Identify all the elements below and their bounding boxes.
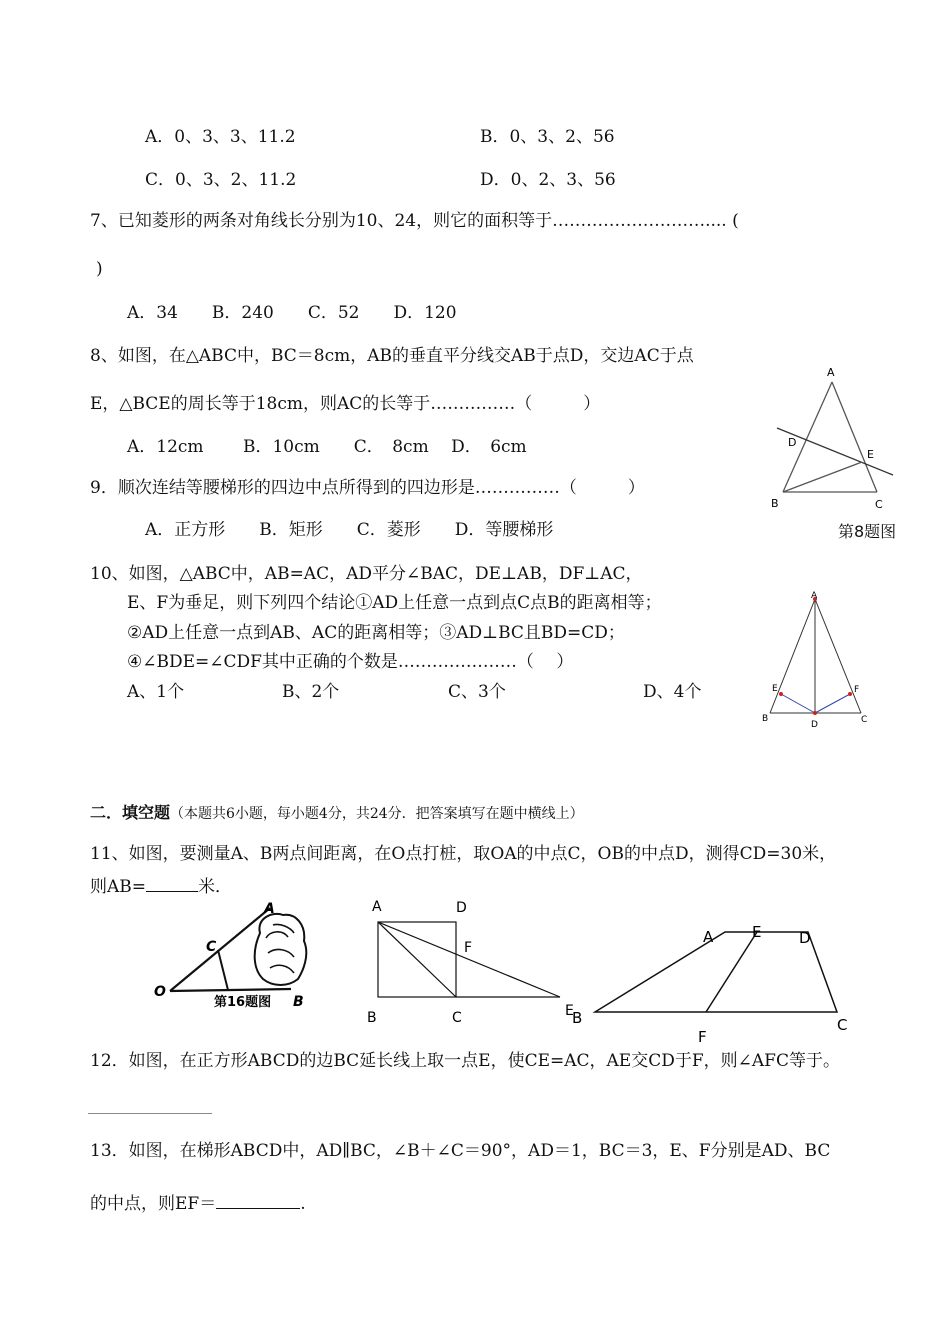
q12-diagonal-ac [378, 922, 456, 997]
q8-label-e: E [867, 448, 874, 461]
q12-stem: 12．如图，在正方形ABCD的边BC延长线上取一点E，使CE=AC，AE交CD于F，则∠AFC等于。 [90, 1051, 840, 1071]
q12-segment-ae [378, 922, 560, 997]
q8-figure-caption: 第8题图 [838, 522, 897, 541]
q11-segment-cd [218, 950, 228, 990]
q10-option-c: C、3个 [448, 682, 506, 702]
q7-stem: 7、已知菱形的两条对角线长分别为10、24，则它的面积等于……………………….... ( [90, 211, 739, 231]
q11-label-b: B [293, 994, 304, 1010]
q10-point-d [813, 711, 817, 715]
q10-line3: ②AD上任意一点到AB、AC的距离相等；③AD⊥BC且BD=CD； [127, 623, 625, 643]
q7-stem-end: ) [96, 259, 103, 279]
q9-options: A．正方形 B．矩形 C．菱形 D．等腰梯形 [145, 520, 554, 540]
section2-header [90, 805, 584, 822]
q11-figure [148, 893, 318, 1013]
q8-options: A．12cm B．10cm C． 8cm D． 6cm [127, 437, 527, 457]
q12-label-a: A [372, 899, 382, 915]
q12-label-f: F [464, 940, 473, 956]
q10-label-d: D [811, 720, 818, 730]
q12-answer-line[interactable] [88, 1113, 212, 1114]
q12-figure [365, 895, 590, 1025]
q11-label-o: O [154, 984, 166, 1000]
q10-point-e [779, 692, 783, 696]
q11-answer-blank[interactable] [146, 875, 198, 892]
q6-option-c: C．0、3、2、11.2 [145, 170, 297, 190]
q11-figure-caption: 第16题图 [214, 995, 272, 1010]
q13-line2 [90, 1192, 306, 1213]
q11-answer-suffix: 米． [198, 877, 233, 897]
q12-label-b: B [367, 1010, 377, 1025]
q13-label-a: A [703, 928, 714, 946]
q8-label-b: B [771, 497, 779, 510]
q11-line1: 11、如图，要测量A、B两点间距离，在O点打桩，取OA的中点C，OB的中点D，测得CD=30米， [90, 844, 837, 864]
q10-label-a: A [811, 591, 818, 601]
q10-option-a: A、1个 [127, 682, 185, 702]
q8-figure [765, 362, 905, 514]
q10-option-d: D、4个 [643, 682, 702, 702]
q8-label-d: D [788, 436, 797, 449]
q12-label-c: C [452, 1010, 462, 1025]
q6-option-a: A．0、3、3、11.2 [145, 127, 296, 147]
q10-label-e: E [772, 684, 778, 694]
q10-side-ab [770, 599, 815, 713]
q8-stem-line2: E，△BCE的周长等于18cm，则AC的长等于……………（ ） [90, 394, 601, 414]
section2-title: 二．填空题 [90, 803, 171, 822]
q8-label-a: A [827, 366, 835, 379]
q10-side-ac [815, 599, 861, 713]
q11-label-c: C [206, 939, 217, 955]
q8-label-c: C [875, 498, 883, 511]
q13-figure [570, 918, 860, 1048]
q10-line4: ④∠BDE=∠CDF其中正确的个数是…………………（ ） [127, 652, 574, 672]
q6-option-b: B．0、3、2、56 [480, 127, 615, 147]
q11-label-a: A [264, 901, 275, 917]
q13-label-b: B [572, 1009, 583, 1027]
q10-figure [760, 588, 880, 733]
q10-segment-df [815, 694, 850, 713]
q13-segment-ef [706, 932, 757, 1012]
q13-label-f: F [698, 1028, 707, 1046]
q10-line1: 10、如图，△ABC中，AB=AC，AD平分∠BAC，DE⊥AB，DF⊥AC， [90, 564, 643, 584]
section2-note: （本题共6小题，每小题4分，共24分．把答案填写在题中横线上） [170, 806, 584, 822]
q13-label-c: C [837, 1016, 848, 1034]
q13-answer-blank[interactable] [216, 1192, 300, 1209]
q10-segment-de [781, 694, 815, 713]
q6-option-d: D．0、2、3、56 [480, 170, 616, 190]
q13-answer-prefix: 的中点，则EF＝ [90, 1194, 217, 1214]
q13-answer-suffix: . [300, 1194, 306, 1214]
q13-label-e: E [752, 923, 762, 941]
q12-label-e: E [565, 1003, 574, 1019]
q10-label-b: B [762, 714, 769, 724]
q13-line1: 13．如图，在梯形ABCD中，AD∥BC，∠B＋∠C＝90°，AD＝1，BC＝3，E、F分别是AD、BC [90, 1141, 831, 1161]
q9-stem: 9．顺次连结等腰梯形的四边中点所得到的四边形是……………（ ） [90, 478, 645, 498]
q7-options: A．34 B．240 C．52 D．120 [127, 303, 457, 323]
q11-answer-prefix: 则AB= [90, 877, 147, 897]
q13-label-d: D [799, 929, 811, 947]
q10-point-f [848, 692, 852, 696]
q8-side-ac [832, 382, 877, 492]
q10-line2: E、F为垂足，则下列四个结论①AD上任意一点到点C点B的距离相等； [127, 593, 662, 613]
q11-segment-ob [170, 989, 291, 991]
q10-option-b: B、2个 [282, 682, 340, 702]
q8-stem-line1: 8、如图，在△ABC中，BC＝8cm，AB的垂直平分线交AB于点D，交边AC于点 [90, 346, 694, 366]
q12-label-d: D [456, 900, 467, 916]
q10-label-f: F [854, 685, 860, 695]
q10-label-c: C [861, 715, 868, 725]
